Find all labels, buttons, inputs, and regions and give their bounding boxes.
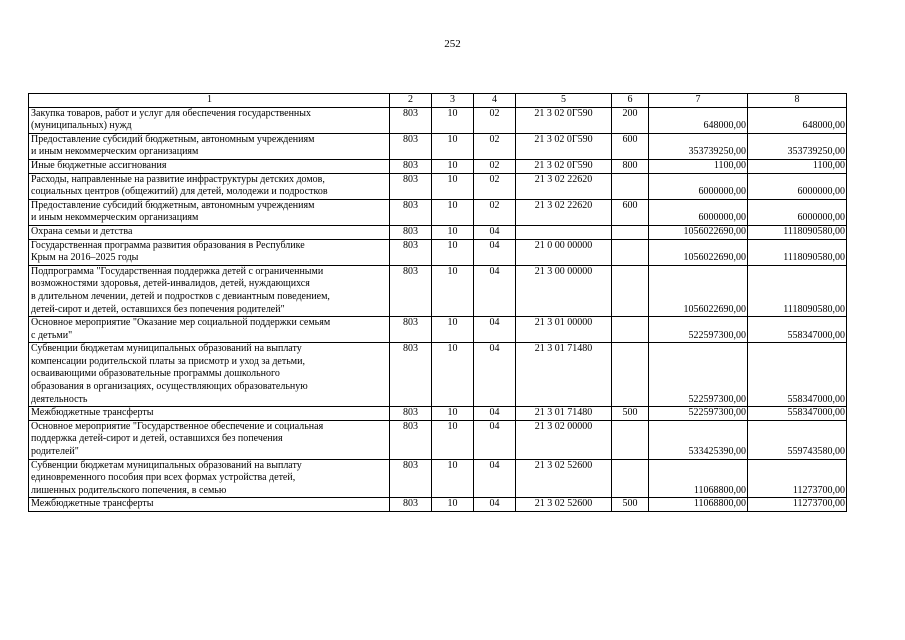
expense-type-cell: 500 (612, 498, 649, 512)
subsection-cell: 02 (474, 159, 516, 173)
section-cell: 10 (432, 107, 474, 133)
subsection-cell: 04 (474, 420, 516, 459)
description-cell: Государственная программа развития образования в Республике Крым на 2016–2025 годы (29, 239, 390, 265)
table-row (29, 173, 847, 199)
target-article-cell: 21 3 01 71480 (516, 407, 612, 421)
header-cell: 1 (29, 94, 390, 108)
amount-year2-cell: 558347000,00 (748, 343, 847, 407)
subsection-cell: 02 (474, 133, 516, 159)
header-cell: 6 (612, 94, 649, 108)
target-article-cell: 21 3 02 22620 (516, 173, 612, 199)
amount-year1-cell: 648000,00 (649, 107, 748, 133)
ministry-code-cell: 803 (390, 343, 432, 407)
amount-year1-cell: 1100,00 (649, 159, 748, 173)
table-row (29, 498, 847, 512)
section-cell: 10 (432, 199, 474, 225)
table-header-row (29, 94, 847, 108)
target-article-cell: 21 3 02 00000 (516, 420, 612, 459)
description-cell: Межбюджетные трансферты (29, 498, 390, 512)
table-row (29, 407, 847, 421)
description-cell: Подпрограмма "Государственная поддержка детей с ограниченными возможностями здоровья, детей-инвалидов, детей, нуждающихся в длительном лечении, детей и подростков с девиантным поведением, детей-сирот и детей, оставшихся без попечения родителей" (29, 265, 390, 316)
table-body (29, 94, 847, 512)
target-article-cell: 21 3 01 00000 (516, 317, 612, 343)
budget-table (28, 93, 847, 512)
amount-year2-cell: 559743580,00 (748, 420, 847, 459)
target-article-cell: 21 3 01 71480 (516, 343, 612, 407)
target-article-cell: 21 3 02 22620 (516, 199, 612, 225)
header-cell: 2 (390, 94, 432, 108)
ministry-code-cell: 803 (390, 159, 432, 173)
subsection-cell: 02 (474, 173, 516, 199)
table-row (29, 225, 847, 239)
target-article-cell: 21 3 02 0Г590 (516, 107, 612, 133)
ministry-code-cell: 803 (390, 498, 432, 512)
amount-year2-cell: 648000,00 (748, 107, 847, 133)
amount-year1-cell: 11068800,00 (649, 498, 748, 512)
expense-type-cell: 500 (612, 407, 649, 421)
header-cell: 8 (748, 94, 847, 108)
amount-year1-cell: 1056022690,00 (649, 239, 748, 265)
table-row (29, 459, 847, 498)
target-article-cell: 21 3 00 00000 (516, 265, 612, 316)
ministry-code-cell: 803 (390, 199, 432, 225)
subsection-cell: 04 (474, 343, 516, 407)
amount-year2-cell: 1118090580,00 (748, 239, 847, 265)
section-cell: 10 (432, 173, 474, 199)
subsection-cell: 04 (474, 459, 516, 498)
ministry-code-cell: 803 (390, 133, 432, 159)
section-cell: 10 (432, 317, 474, 343)
subsection-cell: 04 (474, 407, 516, 421)
target-article-cell: 21 0 00 00000 (516, 239, 612, 265)
amount-year1-cell: 11068800,00 (649, 459, 748, 498)
table-row (29, 420, 847, 459)
section-cell: 10 (432, 133, 474, 159)
section-cell: 10 (432, 420, 474, 459)
table-row (29, 107, 847, 133)
ministry-code-cell: 803 (390, 459, 432, 498)
expense-type-cell (612, 239, 649, 265)
ministry-code-cell: 803 (390, 420, 432, 459)
description-cell: Субвенции бюджетам муниципальных образований на выплату единовременного пособия при всех формах устройства детей, лишенных родительского попечения, в семью (29, 459, 390, 498)
description-cell: Основное мероприятие "Государственное обеспечение и социальная поддержка детей-сирот и детей, оставшихся без попечения родителей" (29, 420, 390, 459)
amount-year1-cell: 1056022690,00 (649, 225, 748, 239)
expense-type-cell: 600 (612, 199, 649, 225)
expense-type-cell (612, 343, 649, 407)
expense-type-cell: 800 (612, 159, 649, 173)
description-cell: Субвенции бюджетам муниципальных образований на выплату компенсации родительской платы за присмотр и уход за детьми, осваивающими образовательные программы дошкольного образования в организациях, осуществляющих образовательную деятельность (29, 343, 390, 407)
amount-year2-cell: 353739250,00 (748, 133, 847, 159)
header-cell: 7 (649, 94, 748, 108)
table-row (29, 133, 847, 159)
description-cell: Предоставление субсидий бюджетным, автономным учреждениям и иным некоммерческим организациям (29, 199, 390, 225)
amount-year2-cell: 558347000,00 (748, 317, 847, 343)
target-article-cell: 21 3 02 0Г590 (516, 133, 612, 159)
target-article-cell: 21 3 02 52600 (516, 498, 612, 512)
ministry-code-cell: 803 (390, 407, 432, 421)
description-cell: Межбюджетные трансферты (29, 407, 390, 421)
description-cell: Иные бюджетные ассигнования (29, 159, 390, 173)
subsection-cell: 04 (474, 265, 516, 316)
amount-year2-cell: 11273700,00 (748, 459, 847, 498)
description-cell: Основное мероприятие "Оказание мер социальной поддержки семьям с детьми" (29, 317, 390, 343)
amount-year1-cell: 1056022690,00 (649, 265, 748, 316)
section-cell: 10 (432, 159, 474, 173)
expense-type-cell: 200 (612, 107, 649, 133)
subsection-cell: 02 (474, 199, 516, 225)
subsection-cell: 04 (474, 317, 516, 343)
section-cell: 10 (432, 239, 474, 265)
expense-type-cell (612, 173, 649, 199)
table-row (29, 317, 847, 343)
amount-year1-cell: 522597300,00 (649, 407, 748, 421)
ministry-code-cell: 803 (390, 173, 432, 199)
amount-year2-cell: 1100,00 (748, 159, 847, 173)
ministry-code-cell: 803 (390, 225, 432, 239)
description-cell: Предоставление субсидий бюджетным, автономным учреждениям и иным некоммерческим организациям (29, 133, 390, 159)
table-row (29, 343, 847, 407)
ministry-code-cell: 803 (390, 317, 432, 343)
amount-year1-cell: 353739250,00 (649, 133, 748, 159)
header-cell: 4 (474, 94, 516, 108)
page-number: 252 (444, 38, 461, 50)
amount-year2-cell: 1118090580,00 (748, 225, 847, 239)
table-row (29, 265, 847, 316)
table-row (29, 239, 847, 265)
target-article-cell: 21 3 02 52600 (516, 459, 612, 498)
amount-year2-cell: 1118090580,00 (748, 265, 847, 316)
header-cell: 5 (516, 94, 612, 108)
description-cell: Расходы, направленные на развитие инфраструктуры детских домов, социальных центров (общежитий) для детей, молодежи и подростков (29, 173, 390, 199)
table-row (29, 199, 847, 225)
amount-year1-cell: 522597300,00 (649, 343, 748, 407)
amount-year2-cell: 6000000,00 (748, 173, 847, 199)
amount-year1-cell: 6000000,00 (649, 199, 748, 225)
table-row (29, 159, 847, 173)
subsection-cell: 04 (474, 498, 516, 512)
subsection-cell: 02 (474, 107, 516, 133)
section-cell: 10 (432, 498, 474, 512)
amount-year2-cell: 6000000,00 (748, 199, 847, 225)
subsection-cell: 04 (474, 225, 516, 239)
expense-type-cell (612, 459, 649, 498)
ministry-code-cell: 803 (390, 265, 432, 316)
ministry-code-cell: 803 (390, 107, 432, 133)
header-cell: 3 (432, 94, 474, 108)
amount-year1-cell: 6000000,00 (649, 173, 748, 199)
amount-year1-cell: 522597300,00 (649, 317, 748, 343)
description-cell: Закупка товаров, работ и услуг для обеспечения государственных (муниципальных) нужд (29, 107, 390, 133)
amount-year1-cell: 533425390,00 (649, 420, 748, 459)
section-cell: 10 (432, 407, 474, 421)
expense-type-cell (612, 317, 649, 343)
section-cell: 10 (432, 459, 474, 498)
expense-type-cell (612, 225, 649, 239)
amount-year2-cell: 11273700,00 (748, 498, 847, 512)
description-cell: Охрана семьи и детства (29, 225, 390, 239)
expense-type-cell: 600 (612, 133, 649, 159)
amount-year2-cell: 558347000,00 (748, 407, 847, 421)
ministry-code-cell: 803 (390, 239, 432, 265)
section-cell: 10 (432, 225, 474, 239)
section-cell: 10 (432, 343, 474, 407)
expense-type-cell (612, 420, 649, 459)
target-article-cell (516, 225, 612, 239)
subsection-cell: 04 (474, 239, 516, 265)
target-article-cell: 21 3 02 0Г590 (516, 159, 612, 173)
section-cell: 10 (432, 265, 474, 316)
expense-type-cell (612, 265, 649, 316)
